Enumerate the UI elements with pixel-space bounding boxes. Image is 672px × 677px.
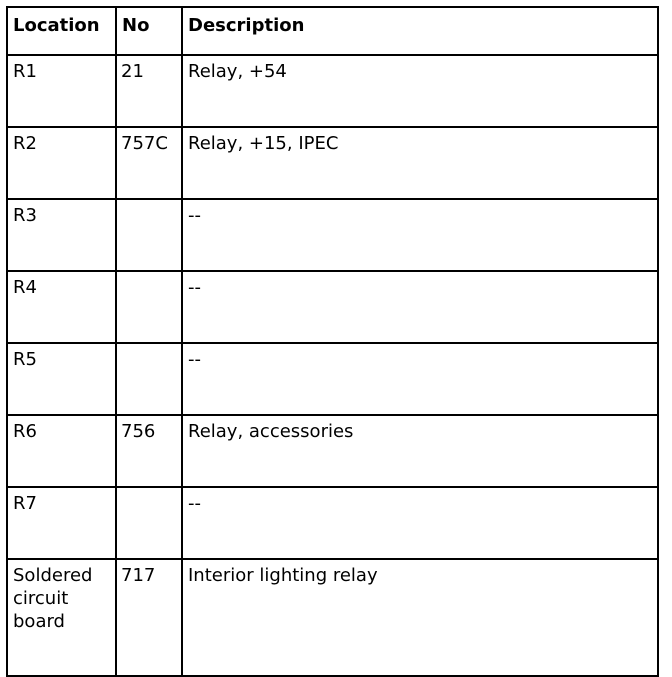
table-row [7,415,658,487]
table-row [7,343,658,415]
cell-description: Interior lighting relay [182,559,658,676]
cell-description: Relay, +54 [182,55,658,127]
cell-no: 756 [116,415,182,487]
cell-location: R6 [7,415,116,487]
cell-description: Relay, accessories [182,415,658,487]
cell-description: -- [182,343,658,415]
table-row [7,199,658,271]
cell-location: R2 [7,127,116,199]
cell-no [116,199,182,271]
table-row [7,559,658,676]
cell-no [116,343,182,415]
cell-location: R5 [7,343,116,415]
cell-no [116,487,182,559]
cell-location: R4 [7,271,116,343]
cell-description: -- [182,487,658,559]
cell-no: 757C [116,127,182,199]
cell-description: -- [182,199,658,271]
cell-description: Relay, +15, IPEC [182,127,658,199]
cell-location: R3 [7,199,116,271]
cell-location: R7 [7,487,116,559]
cell-location: R1 [7,55,116,127]
cell-description: -- [182,271,658,343]
table-header-row [7,7,658,55]
table-row [7,127,658,199]
cell-no: 717 [116,559,182,676]
header-location: Location [7,7,116,55]
relay-location-table [6,6,659,677]
header-description: Description [182,7,658,55]
table-row [7,271,658,343]
table-row [7,55,658,127]
cell-no: 21 [116,55,182,127]
table-row [7,487,658,559]
cell-location: Soldered circuit board [7,559,116,676]
header-no: No [116,7,182,55]
cell-no [116,271,182,343]
